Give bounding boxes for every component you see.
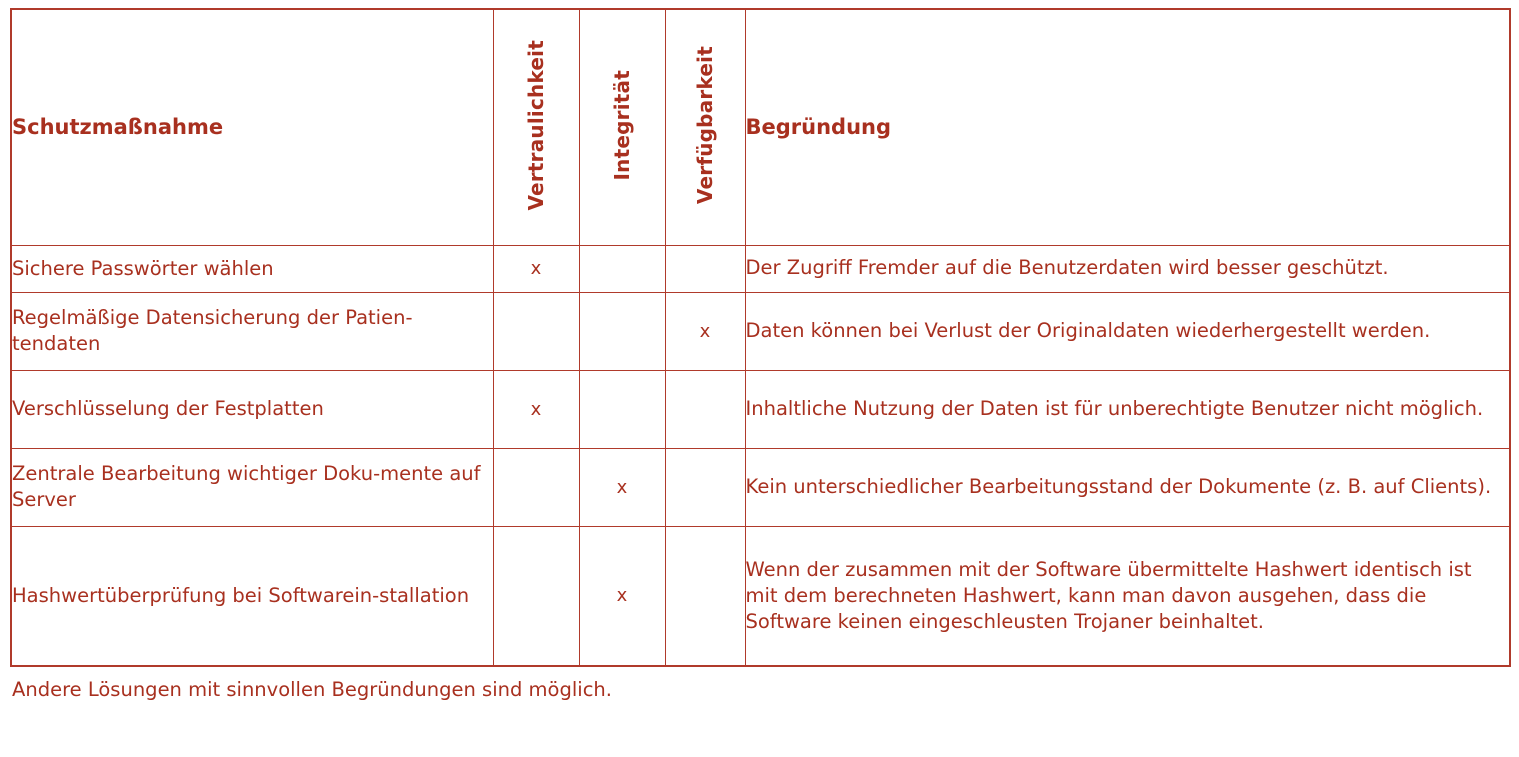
column-header-confidentiality-label: Vertraulichkeit (524, 39, 548, 211)
table-row (11, 448, 1510, 526)
footnote-text: Andere Lösungen mit sinnvollen Begründungen sind möglich. (12, 678, 612, 701)
protection-measures-table (10, 8, 1511, 667)
cell-measure: Verschlüsselung der Festplatten (11, 370, 493, 448)
column-header-integrity (579, 9, 665, 245)
cell-availability (665, 245, 745, 292)
cell-reason: Der Zugriff Fremder auf die Benutzerdaten wird besser geschützt. (745, 245, 1510, 292)
cell-integrity: x (579, 448, 665, 526)
cell-reason: Daten können bei Verlust der Originaldaten wiederhergestellt werden. (745, 292, 1510, 370)
cell-reason: Inhaltliche Nutzung der Daten ist für unberechtigte Benutzer nicht möglich. (745, 370, 1510, 448)
column-header-availability (665, 9, 745, 245)
column-header-reason: Begründung (745, 9, 1510, 245)
cell-confidentiality: x (493, 370, 579, 448)
table-row (11, 292, 1510, 370)
column-header-availability-label: Verfügbarkeit (693, 46, 717, 205)
cell-reason: Kein unterschiedlicher Bearbeitungsstand der Dokumente (z. B. auf Clients). (745, 448, 1510, 526)
cell-integrity (579, 292, 665, 370)
column-header-confidentiality (493, 9, 579, 245)
cell-integrity (579, 245, 665, 292)
table-head (11, 9, 1510, 245)
cell-confidentiality (493, 448, 579, 526)
cell-confidentiality (493, 292, 579, 370)
column-header-measure: Schutzmaßnahme (11, 9, 493, 245)
table-row (11, 245, 1510, 292)
cell-availability (665, 370, 745, 448)
table-header-row (11, 9, 1510, 245)
cell-measure: Zentrale Bearbeitung wichtiger Doku-mente auf Server (11, 448, 493, 526)
cell-measure: Regelmäßige Datensicherung der Patien-tendaten (11, 292, 493, 370)
table-body (11, 245, 1510, 666)
cell-measure: Hashwertüberprüfung bei Softwarein-stallation (11, 526, 493, 666)
table-row (11, 370, 1510, 448)
cell-confidentiality: x (493, 245, 579, 292)
cell-reason: Wenn der zusammen mit der Software übermittelte Hashwert identisch ist mit dem berechneten Hashwert, kann man davon ausgehen, dass die Software keinen eingeschleusten Trojaner beinhaltet. (745, 526, 1510, 666)
cell-integrity (579, 370, 665, 448)
cell-availability (665, 526, 745, 666)
table-row (11, 526, 1510, 666)
cell-confidentiality (493, 526, 579, 666)
cell-availability (665, 448, 745, 526)
cell-availability: x (665, 292, 745, 370)
cell-integrity: x (579, 526, 665, 666)
cell-measure: Sichere Passwörter wählen (11, 245, 493, 292)
column-header-integrity-label: Integrität (610, 70, 634, 181)
